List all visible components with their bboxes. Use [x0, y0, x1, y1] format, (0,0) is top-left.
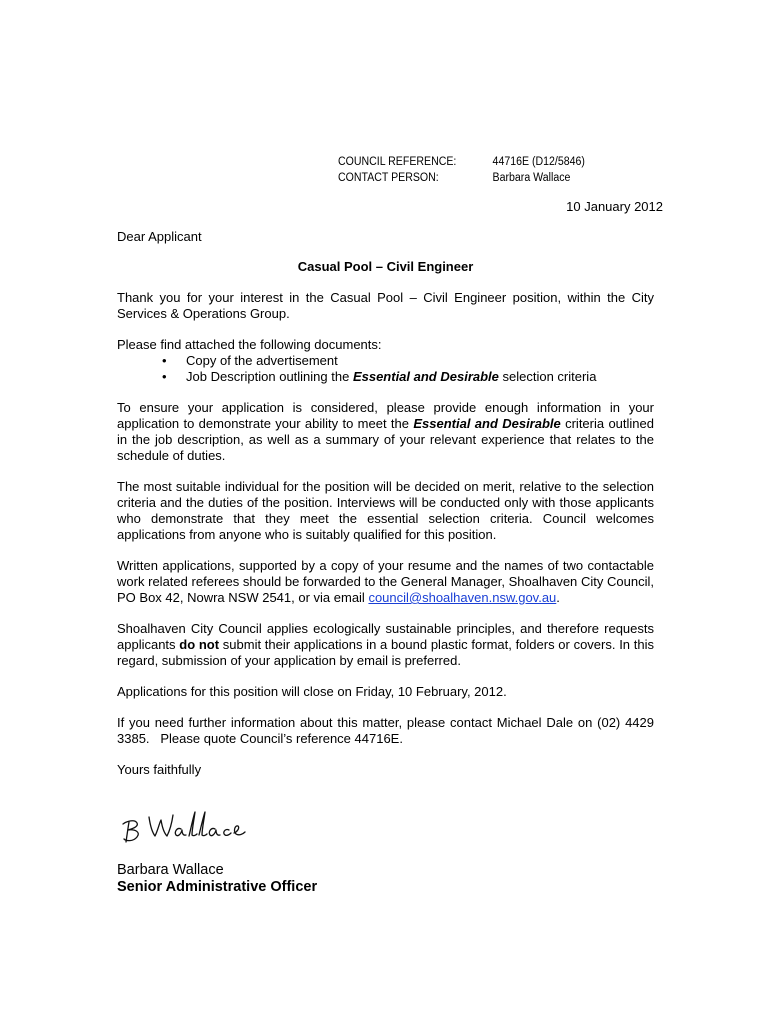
salutation: Dear Applicant: [117, 229, 202, 244]
submission-text: Written applications, supported by a copy of your resume and the names of two contactable work related referees should be forwarded to the General Manager, Shoalhaven City Council, PO Box 42, Nowra NSW 2541, or via email: [117, 558, 654, 605]
attachment-item-emphasis: Essential and Desirable: [352, 369, 499, 384]
contact-person-label: CONTACT PERSON:: [338, 172, 439, 184]
signer-title: Senior Administrative Officer: [117, 879, 318, 895]
selection-paragraph: The most suitable individual for the position will be decided on merit, relative to the selection criteria and the duties of the position. Interviews will be conducted only with those applicants who demonstrate that they meet the essential selection criteria. Council welcomes applications from anyone who is suitably qualified for this position.: [117, 479, 654, 542]
contact-person-value: Barbara Wallace: [492, 172, 571, 184]
email-link[interactable]: council@shoalhaven.nsw.gov.au: [368, 590, 557, 605]
attachment-item-job-description: [117, 369, 654, 385]
council-reference-label: COUNCIL REFERENCE:: [338, 156, 457, 168]
attachment-item-text: selection criteria: [498, 369, 597, 384]
attachments-intro: Please find attached the following documents:: [117, 337, 382, 352]
criteria-text: To ensure your application is considered, please provide enough information in your application to demonstrate your ability to meet the: [117, 400, 654, 431]
criteria-paragraph: [117, 400, 654, 464]
handwritten-signature: [117, 804, 247, 850]
attachment-item-advertisement: [117, 353, 654, 369]
contact-person-row: [338, 170, 585, 186]
criteria-text: criteria outlined in the job description, as well as a summary of your relevant experience that relates to the schedule of duties.: [117, 416, 654, 463]
council-reference-row: [338, 154, 585, 170]
intro-paragraph: Thank you for your interest in the Casual Pool – Civil Engineer position, within the City Services & Operations Group.: [117, 290, 654, 321]
subject-heading: Casual Pool – Civil Engineer: [297, 259, 474, 274]
closing-phrase: Yours faithfully: [117, 762, 202, 777]
sustainability-text: submit their applications in a bound plastic format, folders or covers. In this regard, submission of your application by email is preferred.: [117, 637, 654, 668]
signer-name: Barbara Wallace: [117, 862, 224, 878]
letter-body: [117, 229, 654, 778]
attachments-list: [117, 353, 654, 385]
sustainability-paragraph: [117, 621, 654, 669]
submission-paragraph: [117, 558, 654, 606]
letter-date: 10 January 2012: [566, 199, 663, 214]
reference-block: [338, 154, 585, 186]
criteria-emphasis: Essential and Desirable: [413, 416, 561, 431]
signer-block: [117, 862, 317, 896]
contact-paragraph: If you need further information about this matter, please contact Michael Dale on (02) 4429 3385. Please quote Council’s reference 44716E.: [117, 715, 654, 746]
attachment-item-text: Job Description outlining the: [186, 369, 353, 384]
sustainability-text: Shoalhaven City Council applies ecologically sustainable principles, and therefore requests applicants: [117, 621, 654, 652]
attachment-item-text: Copy of the advertisement: [186, 353, 338, 368]
closing-date-paragraph: Applications for this position will close on Friday, 10 February, 2012.: [117, 684, 507, 699]
sustainability-emphasis: do not: [179, 637, 220, 652]
council-reference-value: 44716E (D12/5846): [492, 156, 585, 168]
submission-text: .: [556, 590, 560, 605]
